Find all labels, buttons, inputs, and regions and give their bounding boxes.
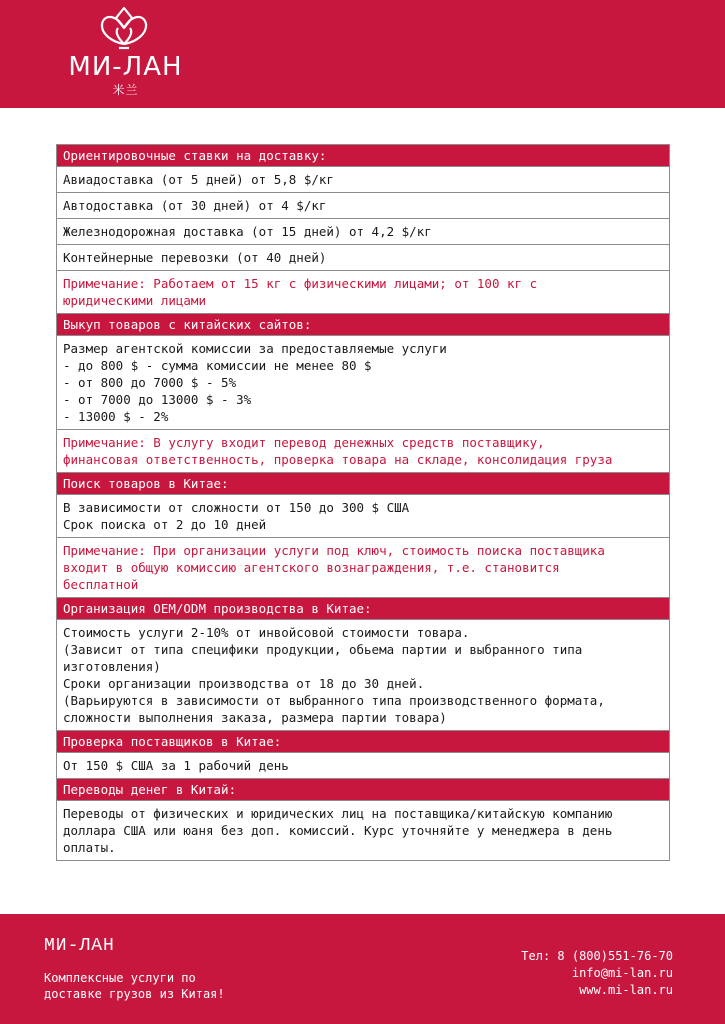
section-header: Проверка поставщиков в Китае: — [57, 730, 669, 752]
text-line: От 150 $ США за 1 рабочий день — [63, 758, 289, 773]
logo-chinese-text: 米兰 — [112, 83, 139, 97]
text-line: доллара США или юаня без доп. комиссий. Курс уточняйте у менеджера в день — [63, 823, 613, 838]
section-content — [57, 192, 669, 218]
text-line: - до 800 $ - сумма комиссии не менее 80 $ — [63, 358, 372, 373]
text-line: Авиадоставка (от 5 дней) от 5,8 $/кг — [63, 172, 334, 187]
text-line: входит в общую комиссию агентского вознаграждения, т.е. становится — [63, 560, 560, 575]
text-line: Автодоставка (от 30 дней) от 4 $/кг — [63, 198, 327, 213]
text-line: бесплатной — [63, 577, 139, 592]
section-header: Ориентировочные ставки на доставку: — [57, 145, 669, 166]
text-line: Примечание: В услугу входит перевод денежных средств поставщику, — [63, 435, 545, 450]
section-note — [57, 270, 669, 313]
section-content — [57, 494, 669, 537]
logo-name: МИ-ЛАН — [68, 52, 183, 82]
footer-tagline — [44, 970, 225, 1002]
text-line: Размер агентской комиссии за предоставляемые услуги — [63, 341, 447, 356]
text-line: Срок поиска от 2 до 10 дней — [63, 517, 267, 532]
section-note — [57, 429, 669, 472]
services-table — [56, 144, 670, 861]
text-line: Сроки организации производства от 18 до 30 дней. — [63, 676, 425, 691]
section-content — [57, 244, 669, 270]
text-line: изготовления) — [63, 659, 161, 674]
section-note — [57, 537, 669, 597]
page-header — [0, 0, 725, 108]
page-footer — [0, 914, 725, 1024]
section-header: Организация OEM/ODM производства в Китае: — [57, 597, 669, 619]
section-content — [57, 800, 669, 860]
section-header: Выкуп товаров с китайских сайтов: — [57, 313, 669, 335]
footer-phone[interactable]: Тел: 8 (800)551-76-70 — [521, 949, 673, 963]
text-line: юридическими лицами — [63, 293, 206, 308]
text-line: Переводы от физических и юридических лиц на поставщика/китайскую компанию — [63, 806, 613, 821]
text-line: Железнодорожная доставка (от 15 дней) от 4,2 $/кг — [63, 224, 432, 239]
text-line: Примечание: При организации услуги под ключ, стоимость поиска поставщика — [63, 543, 605, 558]
text-line: - от 800 до 7000 $ - 5% — [63, 375, 237, 390]
text-line: оплаты. — [63, 840, 116, 855]
text-line: - от 7000 до 13000 $ - 3% — [63, 392, 252, 407]
text-line: Стоимость услуги 2-10% от инвойсовой стоимости товара. — [63, 625, 470, 640]
section-content — [57, 166, 669, 192]
text-line: Примечание: Работаем от 15 кг с физическими лицами; от 100 кг с — [63, 276, 538, 291]
section-header: Поиск товаров в Китае: — [57, 472, 669, 494]
footer-company-name: МИ-ЛАН — [44, 936, 115, 956]
text-line: Контейнерные перевозки (от 40 дней) — [63, 250, 327, 265]
text-line: (Зависит от типа специфики продукции, обьема партии и выбранного типа — [63, 642, 583, 657]
section-header: Переводы денег в Китай: — [57, 778, 669, 800]
footer-website[interactable]: www.mi-lan.ru — [579, 983, 673, 997]
tagline-line: доставке грузов из Китая! — [44, 987, 225, 1001]
section-content — [57, 218, 669, 244]
text-line: В зависимости от сложности от 150 до 300 $ США — [63, 500, 410, 515]
company-logo — [58, 4, 198, 104]
text-line: финансовая ответственность, проверка товара на складе, консолидация груза — [63, 452, 613, 467]
lotus-flower-icon — [98, 4, 150, 52]
section-content — [57, 752, 669, 778]
text-line: (Варьируются в зависимости от выбранного типа производственного формата, — [63, 693, 605, 708]
tagline-line: Комплексные услуги по — [44, 971, 196, 985]
text-line: сложности выполнения заказа, размера партии товара) — [63, 710, 447, 725]
section-content — [57, 335, 669, 429]
section-content — [57, 619, 669, 730]
text-line: - 13000 $ - 2% — [63, 409, 169, 424]
footer-email[interactable]: info@mi-lan.ru — [571, 966, 673, 980]
footer-contacts — [521, 948, 673, 999]
